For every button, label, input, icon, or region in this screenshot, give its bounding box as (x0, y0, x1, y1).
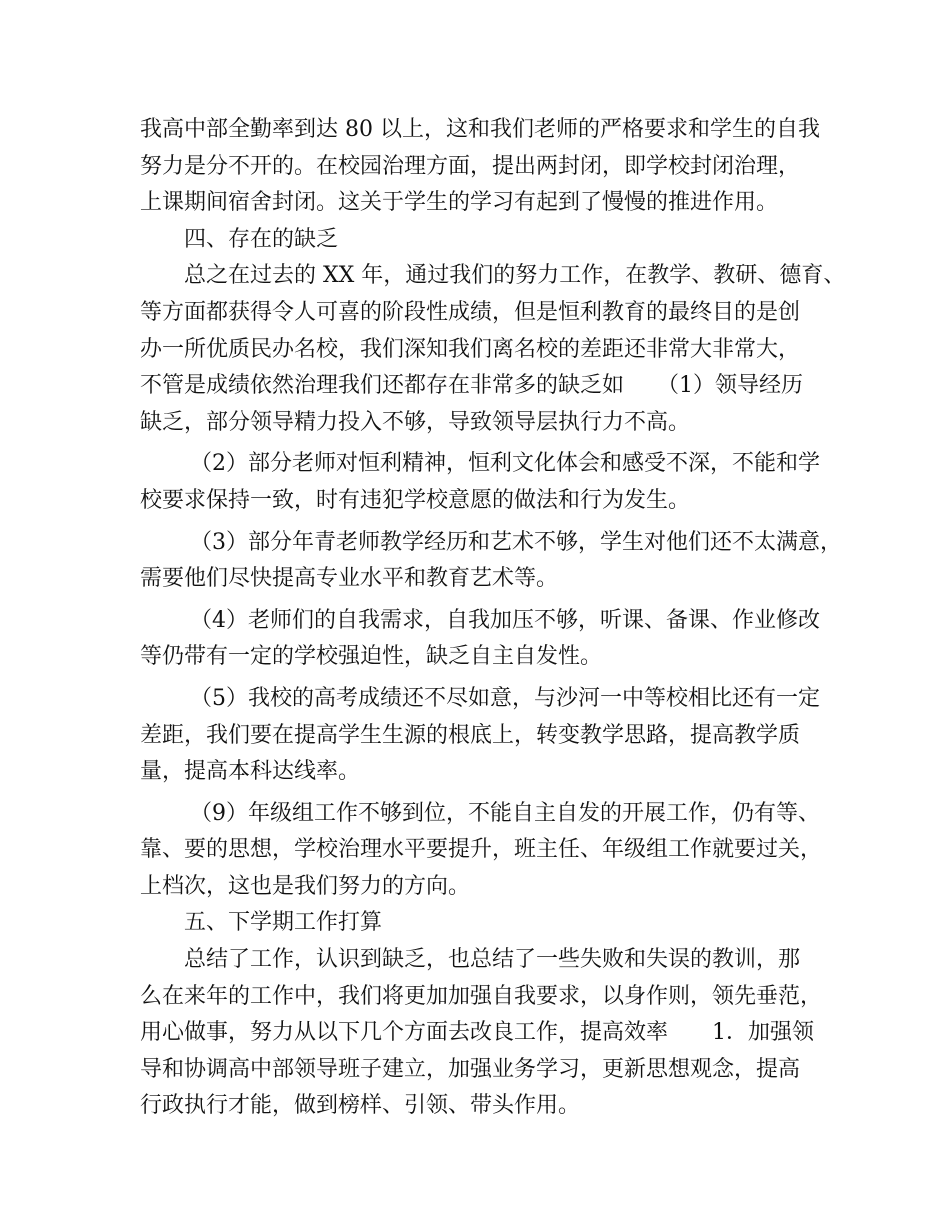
text-line: 办一所优质民办名校，我们深知我们离名校的差距还非常大非常大， (140, 336, 801, 362)
text-line: 用心做事，努力从以下几个方面去改良工作，提高效率 1．加强领 (140, 1020, 814, 1046)
text-line: 等仍带有一定的学校强迫性，缺乏自主自发性。 (140, 644, 603, 670)
list-item-line: （3）部分年青老师教学经历和艺术不够，学生对他们还不太满意， (190, 529, 842, 555)
text-line: 上档次，这也是我们努力的方向。 (140, 873, 471, 899)
list-item-line: （2）部分老师对恒利精神，恒利文化体会和感受不深，不能和学 (190, 451, 820, 477)
text-line: 需要他们尽快提高专业水平和教育艺术等。 (140, 566, 559, 592)
text-line: 我高中部全勤率到达 80 以上，这和我们老师的严格要求和学生的自我 (140, 117, 820, 142)
document-body (140, 112, 846, 1125)
list-item-line: （9）年级组工作不够到位，不能自主自发的开展工作，仍有等、 (190, 800, 820, 826)
text-line: 差距，我们要在提高学生生源的根底上，转变教学思路，提高教学质 (140, 722, 801, 748)
text-line: 校要求保持一致，时有违犯学校意愿的做法和行为发生。 (140, 487, 691, 513)
list-item-line: （5）我校的高考成绩还不尽如意，与沙河一中等校相比还有一定 (190, 685, 820, 711)
section-heading: 四、存在的缺乏 (184, 226, 339, 252)
text-line: 行政执行才能，做到榜样、引领、带头作用。 (140, 1093, 581, 1119)
text-line: 缺乏，部分领导精力投入不够，导致领导层执行力不高。 (140, 409, 691, 435)
text-line: 上课期间宿舍封闭。这关于学生的学习有起到了慢慢的推进作用。 (140, 190, 779, 216)
text-line: 靠、要的思想，学校治理水平要提升，班主任、年级组工作就要过关， (140, 837, 823, 863)
text-line: 总结了工作，认识到缺乏，也总结了一些失败和失误的教训，那 (184, 947, 801, 973)
section-heading: 五、下学期工作打算 (184, 910, 383, 936)
text-line: 等方面都获得令人可喜的阶段性成绩，但是恒利教育的最终目的是创 (140, 299, 801, 325)
text-line: 么在来年的工作中，我们将更加加强自我要求，以身作则，领先垂范， (140, 983, 823, 1009)
text-line: 总之在过去的 XX 年，通过我们的努力工作，在教学、教研、德育、 (184, 263, 846, 289)
text-line: 量，提高本科达线率。 (140, 759, 361, 785)
text-line: 导和协调高中部领导班子建立，加强业务学习，更新思想观念，提高 (140, 1056, 801, 1082)
list-item-line: （4）老师们的自我需求，自我加压不够，听课、备课、作业修改 (190, 607, 820, 633)
text-line: 不管是成绩依然治理我们还都存在非常多的缺乏如 （1）领导经历 (140, 373, 803, 399)
text-line: 努力是分不开的。在校园治理方面，提出两封闭，即学校封闭治理， (140, 153, 801, 179)
